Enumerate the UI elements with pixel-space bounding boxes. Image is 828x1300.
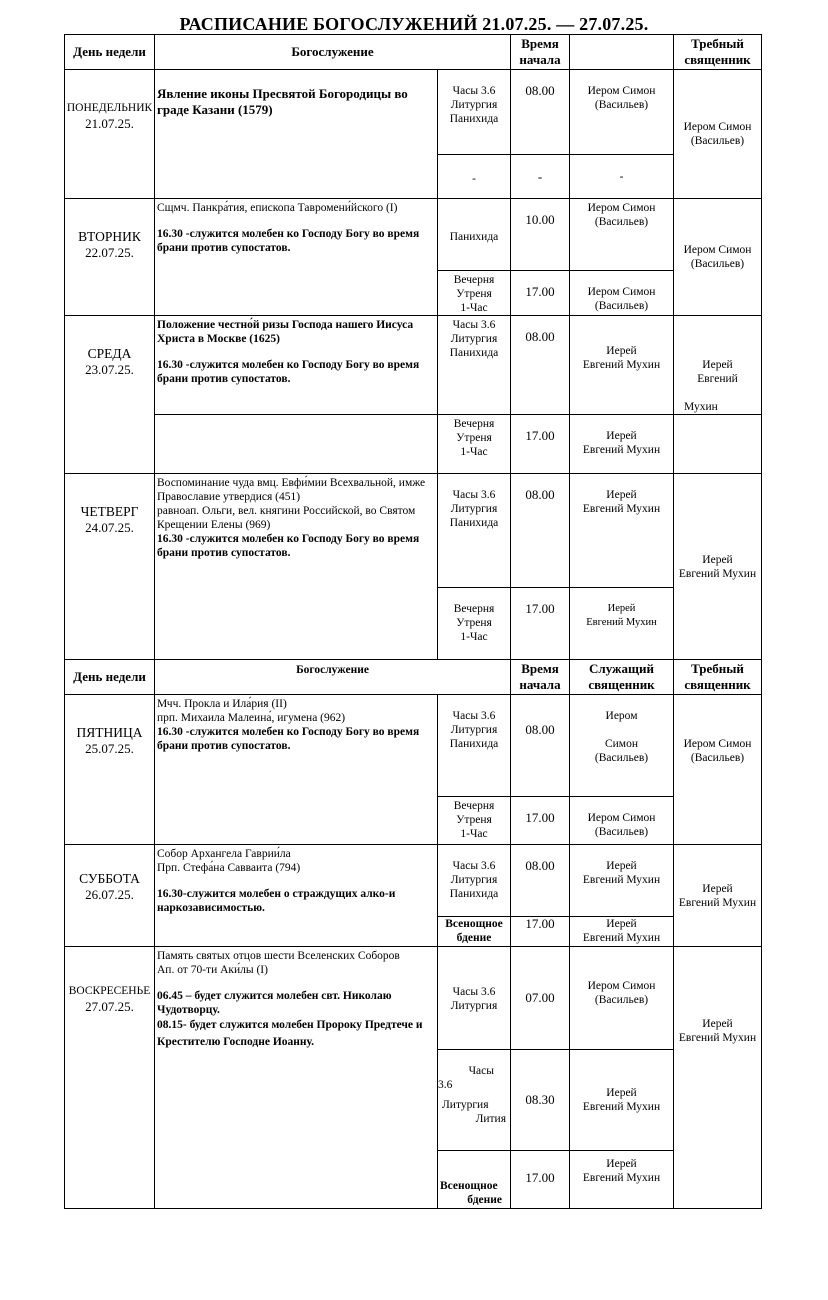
service-type: Часы 3.6 Литургия Панихида — [438, 70, 511, 155]
service-cell — [155, 70, 438, 199]
table-row — [65, 199, 762, 271]
day-name: ЧЕТВЕРГ — [80, 504, 139, 519]
day-name: ВТОРНИК — [78, 229, 141, 244]
serving-priest: - — [570, 155, 674, 199]
day-name: ПЯТНИЦА — [76, 725, 143, 740]
serving-priest: Иером Симон (Васильев) — [570, 695, 674, 797]
start-time: 08.30 — [511, 1050, 570, 1151]
serving-priest: Иером Симон (Васильев) — [570, 70, 674, 155]
serving-priest: Иерей Евгений Мухин — [570, 588, 674, 660]
service-cell — [155, 947, 438, 1209]
header-serving-priest — [570, 35, 674, 70]
day-cell-wednesday — [65, 316, 155, 474]
day-name: ПОНЕДЕЛЬНИК — [66, 102, 153, 114]
serving-priest: Иерей Евгений Мухин — [570, 474, 674, 588]
service-type: Панихида — [438, 199, 511, 271]
service-type: Часы 3.6 Литургия Панихида — [438, 695, 511, 797]
start-time: 17.00 — [511, 1151, 570, 1209]
service-type: Часы 3.6 Литургия Лития — [438, 1050, 511, 1151]
service-type: Часы 3.6 Литургия — [438, 947, 511, 1050]
header-day: День недели — [65, 35, 155, 70]
service-type: Вечерня Утреня 1-Час — [438, 797, 511, 845]
day-date: 26.07.25. — [85, 887, 134, 902]
table-row — [65, 695, 762, 797]
feast-title: Положение честно́й ризы Господа нашего Иисуса Христа в Москве (1625) — [157, 319, 414, 345]
day-date: 23.07.25. — [85, 362, 134, 377]
day-cell-sunday — [65, 947, 155, 1209]
moleben-note: 16.30 -служится молебен ко Господу Богу во время брани против супостатов. — [157, 359, 420, 385]
day-cell-monday — [65, 70, 155, 199]
serving-priest: Иерей Евгений Мухин — [570, 316, 674, 415]
page-title: РАСПИСАНИЕ БОГОСЛУЖЕНИЙ 21.07.25. — 27.07.25. — [179, 14, 649, 34]
day-date: 24.07.25. — [85, 520, 134, 535]
start-time: 17.00 — [511, 917, 570, 947]
header-required-priest: Требный священник — [674, 35, 762, 70]
feast-title: Память святых отцов шести Вселенских Соборов — [157, 950, 400, 962]
serving-priest: Иером Симон (Васильев) — [570, 271, 674, 316]
moleben-note: 16.30 -служится молебен ко Господу Богу во время брани против супостатов. — [157, 228, 420, 254]
start-time: 07.00 — [511, 947, 570, 1050]
day-date: 22.07.25. — [85, 245, 134, 260]
start-time: 08.00 — [511, 695, 570, 797]
service-cell — [155, 695, 438, 845]
day-cell-friday — [65, 695, 155, 845]
feast-title-2: Ап. от 70-ти Аки́лы (I) — [157, 964, 268, 976]
feast-title: Мчч. Прокла и Ила́рия (II) — [157, 698, 287, 710]
day-cell-saturday — [65, 845, 155, 947]
serving-priest: Иерей Евгений Мухин — [570, 415, 674, 474]
service-cell — [155, 316, 438, 415]
start-time: 17.00 — [511, 415, 570, 474]
day-name: СУББОТА — [79, 871, 140, 886]
header-serving-priest: Служащий священник — [570, 660, 674, 695]
service-cell — [155, 199, 438, 316]
table-row — [65, 845, 762, 917]
day-date: 27.07.25. — [85, 999, 134, 1014]
header-service: Богослужение — [155, 660, 511, 695]
start-time: 17.00 — [511, 271, 570, 316]
moleben-note: 06.45 – будет служится молебен свт. Николаю Чудотворцу. — [157, 990, 392, 1016]
day-date: 25.07.25. — [85, 741, 134, 756]
serving-priest: Иером Симон (Васильев) — [570, 199, 674, 271]
day-name: СРЕДА — [87, 346, 132, 361]
table-row — [65, 70, 762, 155]
start-time: - — [511, 155, 570, 199]
moleben-note: 16.30 -служится молебен ко Господу Богу во время брани против супостатов. — [157, 726, 420, 752]
service-cell-empty — [155, 415, 438, 474]
header-time: Время начала — [511, 660, 570, 695]
start-time: 08.00 — [511, 70, 570, 155]
start-time: 17.00 — [511, 797, 570, 845]
schedule-table — [64, 34, 762, 1209]
serving-priest: Иером Симон (Васильев) — [570, 947, 674, 1050]
start-time: 08.00 — [511, 845, 570, 917]
required-priest: Иером Симон (Васильев) — [674, 70, 762, 199]
serving-priest: Иерей Евгений Мухин — [570, 1151, 674, 1209]
feast-title: Воспоминание чуда вмц. Евфи́мии Всехвальной, имже Православие утвердися (451) — [157, 477, 426, 503]
moleben-note-2: 08.15- будет служится молебен Пророку Предтече и Крестителю Господне Иоанну. — [157, 1019, 423, 1048]
header-service: Богослужение — [155, 35, 511, 70]
required-priest: Иерей Евгений Мухин — [674, 316, 762, 415]
feast-title-2: равноап. Ольги, вел. княгини Российской, во Святом Крещении Елены (969) — [157, 505, 416, 531]
day-date: 21.07.25. — [85, 116, 134, 131]
serving-priest: Иерей Евгений Мухин — [570, 845, 674, 917]
feast-title: Сщмч. Панкра́тия, епископа Тавромени́йского (I) — [157, 202, 398, 214]
required-priest: Иерей Евгений Мухин — [674, 947, 762, 1209]
day-cell-tuesday — [65, 199, 155, 316]
service-type: Вечерня Утреня 1-Час — [438, 415, 511, 474]
start-time: 08.00 — [511, 316, 570, 415]
feast-title-2: прп. Михаила Малеина́, игумена (962) — [157, 712, 346, 724]
feast-title-2: Прп. Стефа́на Савваита (794) — [157, 862, 301, 874]
serving-priest: Иерей Евгений Мухин — [570, 917, 674, 947]
service-type: Вечерня Утреня 1-Час — [438, 271, 511, 316]
table-row — [65, 947, 762, 1050]
table-header-row — [65, 660, 762, 695]
header-day: День недели — [65, 660, 155, 695]
header-time: Время начала — [511, 35, 570, 70]
service-cell — [155, 845, 438, 947]
required-priest: Иером Симон (Васильев) — [674, 199, 762, 316]
table-row — [65, 474, 762, 588]
feast-title: Собор Архангела Гаврии́ла — [157, 848, 291, 860]
day-cell-thursday — [65, 474, 155, 660]
table-header-row — [65, 35, 762, 70]
service-type: Часы 3.6 Литургия Панихида — [438, 845, 511, 917]
serving-priest: Иерей Евгений Мухин — [570, 1050, 674, 1151]
table-row — [65, 415, 762, 474]
start-time: 17.00 — [511, 588, 570, 660]
service-type: Часы 3.6 Литургия Панихида — [438, 316, 511, 415]
service-type: - — [438, 155, 511, 199]
moleben-note: 16.30 -служится молебен ко Господу Богу во время брани против супостатов. — [157, 533, 420, 559]
day-name: ВОСКРЕСЕНЬЕ — [68, 985, 151, 997]
feast-title: Явление иконы Пресвятой Богородицы во граде Казани (1579) — [157, 86, 408, 117]
start-time: 10.00 — [511, 199, 570, 271]
start-time: 08.00 — [511, 474, 570, 588]
required-priest: Иерей Евгений Мухин — [674, 474, 762, 660]
service-type: Всенощное бдение — [438, 1151, 511, 1209]
service-cell — [155, 474, 438, 660]
serving-priest: Иером Симон (Васильев) — [570, 797, 674, 845]
service-type: Всенощное бдение — [438, 917, 511, 947]
service-type: Часы 3.6 Литургия Панихида — [438, 474, 511, 588]
required-priest: Иером Симон (Васильев) — [674, 695, 762, 845]
required-priest-empty — [674, 415, 762, 474]
required-priest: Иерей Евгений Мухин — [674, 845, 762, 947]
header-required-priest: Требный священник — [674, 660, 762, 695]
moleben-note: 16.30-служится молебен о страждущих алко-и наркозависимостью. — [157, 888, 396, 914]
table-row — [65, 316, 762, 415]
service-type: Вечерня Утреня 1-Час — [438, 588, 511, 660]
